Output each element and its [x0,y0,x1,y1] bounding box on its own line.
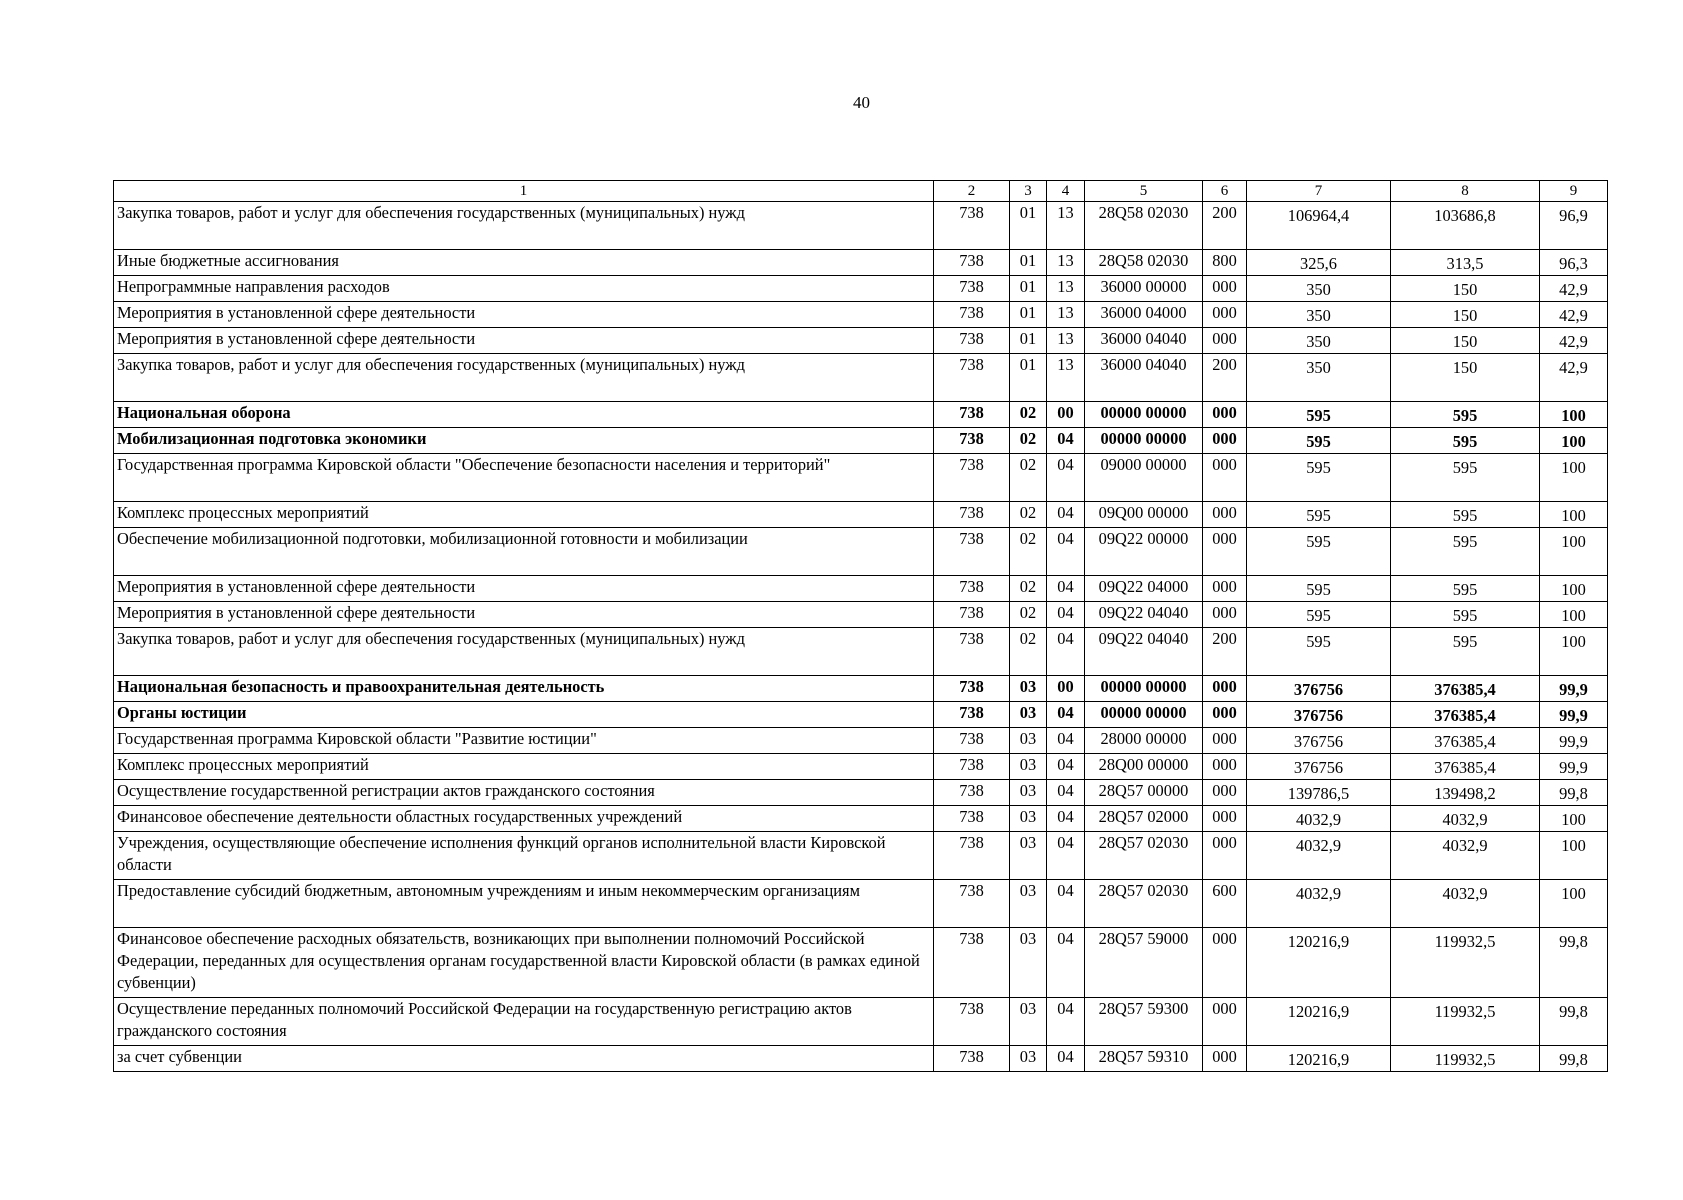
row-name-cell: Национальная безопасность и правоохранительная деятельность [114,676,934,702]
target-article-cell: 28Q57 00000 [1085,780,1203,806]
table-row [114,702,1608,728]
executed-amount-cell: 595 [1391,454,1540,502]
executed-amount-cell: 103686,8 [1391,202,1540,250]
planned-amount-cell: 106964,4 [1247,202,1391,250]
subsection-cell: 04 [1047,454,1085,502]
table-row [114,502,1608,528]
expense-type-cell: 000 [1203,402,1247,428]
planned-amount-cell: 4032,9 [1247,880,1391,928]
planned-amount-cell: 595 [1247,454,1391,502]
admin-code-cell: 738 [934,1046,1010,1072]
admin-code-cell: 738 [934,728,1010,754]
execution-percent-cell: 100 [1540,576,1608,602]
table-row [114,1046,1608,1072]
row-name-cell: Органы юстиции [114,702,934,728]
target-article-cell: 28000 00000 [1085,728,1203,754]
section-cell: 01 [1010,202,1047,250]
section-cell: 02 [1010,628,1047,676]
row-name-cell: Учреждения, осуществляющие обеспечение исполнения функций органов исполнительной власти Кировской области [114,832,934,880]
admin-code-cell: 738 [934,428,1010,454]
budget-table [113,180,1608,1072]
section-cell: 03 [1010,676,1047,702]
header-cell: 3 [1010,181,1047,202]
expense-type-cell: 000 [1203,576,1247,602]
section-cell: 01 [1010,302,1047,328]
subsection-cell: 04 [1047,628,1085,676]
subsection-cell: 04 [1047,806,1085,832]
row-name-cell: Закупка товаров, работ и услуг для обеспечения государственных (муниципальных) нужд [114,354,934,402]
section-cell: 02 [1010,602,1047,628]
target-article-cell: 28Q57 02030 [1085,880,1203,928]
executed-amount-cell: 119932,5 [1391,928,1540,998]
admin-code-cell: 738 [934,528,1010,576]
execution-percent-cell: 100 [1540,528,1608,576]
subsection-cell: 13 [1047,302,1085,328]
expense-type-cell: 000 [1203,528,1247,576]
planned-amount-cell: 350 [1247,328,1391,354]
subsection-cell: 04 [1047,1046,1085,1072]
target-article-cell: 36000 04000 [1085,302,1203,328]
execution-percent-cell: 99,9 [1540,754,1608,780]
execution-percent-cell: 99,8 [1540,998,1608,1046]
executed-amount-cell: 595 [1391,576,1540,602]
subsection-cell: 13 [1047,202,1085,250]
section-cell: 01 [1010,354,1047,402]
planned-amount-cell: 376756 [1247,676,1391,702]
row-name-cell: Предоставление субсидий бюджетным, автономным учреждениям и иным некоммерческим организациям [114,880,934,928]
subsection-cell: 04 [1047,780,1085,806]
table-row [114,602,1608,628]
section-cell: 02 [1010,528,1047,576]
target-article-cell: 00000 00000 [1085,428,1203,454]
execution-percent-cell: 96,3 [1540,250,1608,276]
target-article-cell: 09Q22 04000 [1085,576,1203,602]
table-row [114,328,1608,354]
execution-percent-cell: 42,9 [1540,302,1608,328]
header-cell: 5 [1085,181,1203,202]
row-name-cell: Осуществление государственной регистрации актов гражданского состояния [114,780,934,806]
expense-type-cell: 000 [1203,998,1247,1046]
target-article-cell: 28Q58 02030 [1085,202,1203,250]
target-article-cell: 00000 00000 [1085,702,1203,728]
executed-amount-cell: 150 [1391,302,1540,328]
planned-amount-cell: 4032,9 [1247,806,1391,832]
planned-amount-cell: 350 [1247,276,1391,302]
row-name-cell: Обеспечение мобилизационной подготовки, мобилизационной готовности и мобилизации [114,528,934,576]
expense-type-cell: 000 [1203,754,1247,780]
executed-amount-cell: 150 [1391,276,1540,302]
expense-type-cell: 200 [1203,628,1247,676]
admin-code-cell: 738 [934,676,1010,702]
table-row [114,998,1608,1046]
planned-amount-cell: 350 [1247,354,1391,402]
admin-code-cell: 738 [934,250,1010,276]
expense-type-cell: 000 [1203,302,1247,328]
subsection-cell: 00 [1047,676,1085,702]
planned-amount-cell: 376756 [1247,754,1391,780]
admin-code-cell: 738 [934,454,1010,502]
execution-percent-cell: 100 [1540,628,1608,676]
table-row [114,806,1608,832]
execution-percent-cell: 96,9 [1540,202,1608,250]
admin-code-cell: 738 [934,302,1010,328]
planned-amount-cell: 595 [1247,502,1391,528]
subsection-cell: 04 [1047,428,1085,454]
execution-percent-cell: 99,8 [1540,780,1608,806]
execution-percent-cell: 99,9 [1540,676,1608,702]
expense-type-cell: 000 [1203,676,1247,702]
table-header-row [114,181,1608,202]
table-row [114,754,1608,780]
subsection-cell: 04 [1047,502,1085,528]
subsection-cell: 04 [1047,728,1085,754]
row-name-cell: Мероприятия в установленной сфере деятельности [114,576,934,602]
table-row [114,402,1608,428]
expense-type-cell: 200 [1203,202,1247,250]
row-name-cell: Государственная программа Кировской области "Обеспечение безопасности населения и территорий" [114,454,934,502]
section-cell: 03 [1010,806,1047,832]
table-row [114,576,1608,602]
expense-type-cell: 000 [1203,702,1247,728]
target-article-cell: 28Q00 00000 [1085,754,1203,780]
table-row [114,880,1608,928]
target-article-cell: 36000 04040 [1085,328,1203,354]
planned-amount-cell: 120216,9 [1247,1046,1391,1072]
expense-type-cell: 000 [1203,780,1247,806]
planned-amount-cell: 4032,9 [1247,832,1391,880]
expense-type-cell: 000 [1203,832,1247,880]
row-name-cell: Мобилизационная подготовка экономики [114,428,934,454]
subsection-cell: 04 [1047,880,1085,928]
target-article-cell: 28Q57 59000 [1085,928,1203,998]
executed-amount-cell: 595 [1391,402,1540,428]
execution-percent-cell: 100 [1540,454,1608,502]
target-article-cell: 28Q57 59300 [1085,998,1203,1046]
section-cell: 03 [1010,832,1047,880]
executed-amount-cell: 595 [1391,628,1540,676]
subsection-cell: 13 [1047,328,1085,354]
admin-code-cell: 738 [934,354,1010,402]
admin-code-cell: 738 [934,928,1010,998]
target-article-cell: 09Q22 04040 [1085,628,1203,676]
execution-percent-cell: 99,9 [1540,702,1608,728]
table-row [114,354,1608,402]
subsection-cell: 04 [1047,602,1085,628]
subsection-cell: 13 [1047,354,1085,402]
row-name-cell: Мероприятия в установленной сфере деятельности [114,602,934,628]
execution-percent-cell: 99,8 [1540,928,1608,998]
executed-amount-cell: 376385,4 [1391,728,1540,754]
executed-amount-cell: 595 [1391,528,1540,576]
executed-amount-cell: 313,5 [1391,250,1540,276]
section-cell: 01 [1010,328,1047,354]
header-cell: 8 [1391,181,1540,202]
section-cell: 03 [1010,702,1047,728]
row-name-cell: Мероприятия в установленной сфере деятельности [114,328,934,354]
table-row [114,628,1608,676]
row-name-cell: Комплекс процессных мероприятий [114,502,934,528]
subsection-cell: 04 [1047,832,1085,880]
target-article-cell: 09Q00 00000 [1085,502,1203,528]
execution-percent-cell: 42,9 [1540,354,1608,402]
admin-code-cell: 738 [934,328,1010,354]
executed-amount-cell: 376385,4 [1391,676,1540,702]
row-name-cell: Закупка товаров, работ и услуг для обеспечения государственных (муниципальных) нужд [114,202,934,250]
row-name-cell: Государственная программа Кировской области "Развитие юстиции" [114,728,934,754]
subsection-cell: 04 [1047,528,1085,576]
header-cell: 4 [1047,181,1085,202]
section-cell: 01 [1010,250,1047,276]
execution-percent-cell: 100 [1540,602,1608,628]
expense-type-cell: 000 [1203,1046,1247,1072]
executed-amount-cell: 595 [1391,502,1540,528]
table-row [114,780,1608,806]
planned-amount-cell: 595 [1247,428,1391,454]
table-row [114,276,1608,302]
section-cell: 02 [1010,454,1047,502]
planned-amount-cell: 120216,9 [1247,928,1391,998]
target-article-cell: 00000 00000 [1085,402,1203,428]
section-cell: 03 [1010,754,1047,780]
executed-amount-cell: 139498,2 [1391,780,1540,806]
planned-amount-cell: 595 [1247,602,1391,628]
execution-percent-cell: 99,9 [1540,728,1608,754]
section-cell: 01 [1010,276,1047,302]
row-name-cell: Мероприятия в установленной сфере деятельности [114,302,934,328]
planned-amount-cell: 376756 [1247,728,1391,754]
planned-amount-cell: 595 [1247,576,1391,602]
executed-amount-cell: 4032,9 [1391,806,1540,832]
row-name-cell: Финансовое обеспечение деятельности областных государственных учреждений [114,806,934,832]
admin-code-cell: 738 [934,832,1010,880]
header-cell: 7 [1247,181,1391,202]
planned-amount-cell: 350 [1247,302,1391,328]
admin-code-cell: 738 [934,202,1010,250]
executed-amount-cell: 119932,5 [1391,1046,1540,1072]
admin-code-cell: 738 [934,880,1010,928]
expense-type-cell: 000 [1203,806,1247,832]
header-cell: 2 [934,181,1010,202]
table-row [114,250,1608,276]
execution-percent-cell: 100 [1540,428,1608,454]
target-article-cell: 09Q22 04040 [1085,602,1203,628]
planned-amount-cell: 325,6 [1247,250,1391,276]
section-cell: 02 [1010,402,1047,428]
executed-amount-cell: 119932,5 [1391,998,1540,1046]
section-cell: 03 [1010,998,1047,1046]
admin-code-cell: 738 [934,628,1010,676]
row-name-cell: Осуществление переданных полномочий Российской Федерации на государственную регистрацию актов гражданского состояния [114,998,934,1046]
executed-amount-cell: 376385,4 [1391,754,1540,780]
planned-amount-cell: 595 [1247,528,1391,576]
admin-code-cell: 738 [934,576,1010,602]
expense-type-cell: 000 [1203,276,1247,302]
section-cell: 02 [1010,576,1047,602]
admin-code-cell: 738 [934,602,1010,628]
section-cell: 02 [1010,428,1047,454]
execution-percent-cell: 100 [1540,832,1608,880]
subsection-cell: 04 [1047,702,1085,728]
planned-amount-cell: 139786,5 [1247,780,1391,806]
table-row [114,302,1608,328]
expense-type-cell: 200 [1203,354,1247,402]
executed-amount-cell: 4032,9 [1391,880,1540,928]
row-name-cell: Финансовое обеспечение расходных обязательств, возникающих при выполнении полномочий Российской Федерации, переданных для осуществления органам государственной власти Кировской области (в рамках единой субвенции) [114,928,934,998]
expense-type-cell: 600 [1203,880,1247,928]
execution-percent-cell: 42,9 [1540,276,1608,302]
executed-amount-cell: 4032,9 [1391,832,1540,880]
header-cell: 1 [114,181,934,202]
section-cell: 03 [1010,780,1047,806]
subsection-cell: 13 [1047,276,1085,302]
table-row [114,528,1608,576]
planned-amount-cell: 376756 [1247,702,1391,728]
execution-percent-cell: 99,8 [1540,1046,1608,1072]
header-cell: 9 [1540,181,1608,202]
section-cell: 02 [1010,502,1047,528]
section-cell: 03 [1010,728,1047,754]
planned-amount-cell: 595 [1247,628,1391,676]
expense-type-cell: 000 [1203,328,1247,354]
executed-amount-cell: 376385,4 [1391,702,1540,728]
target-article-cell: 09Q22 00000 [1085,528,1203,576]
expense-type-cell: 000 [1203,454,1247,502]
planned-amount-cell: 595 [1247,402,1391,428]
section-cell: 03 [1010,1046,1047,1072]
subsection-cell: 13 [1047,250,1085,276]
subsection-cell: 04 [1047,576,1085,602]
row-name-cell: за счет субвенции [114,1046,934,1072]
header-cell: 6 [1203,181,1247,202]
row-name-cell: Комплекс процессных мероприятий [114,754,934,780]
row-name-cell: Закупка товаров, работ и услуг для обеспечения государственных (муниципальных) нужд [114,628,934,676]
subsection-cell: 04 [1047,998,1085,1046]
table-row [114,454,1608,502]
execution-percent-cell: 100 [1540,502,1608,528]
admin-code-cell: 738 [934,702,1010,728]
subsection-cell: 00 [1047,402,1085,428]
expense-type-cell: 800 [1203,250,1247,276]
admin-code-cell: 738 [934,998,1010,1046]
admin-code-cell: 738 [934,780,1010,806]
executed-amount-cell: 595 [1391,428,1540,454]
expense-type-cell: 000 [1203,928,1247,998]
admin-code-cell: 738 [934,754,1010,780]
subsection-cell: 04 [1047,928,1085,998]
subsection-cell: 04 [1047,754,1085,780]
expense-type-cell: 000 [1203,602,1247,628]
executed-amount-cell: 150 [1391,328,1540,354]
row-name-cell: Иные бюджетные ассигнования [114,250,934,276]
admin-code-cell: 738 [934,402,1010,428]
execution-percent-cell: 42,9 [1540,328,1608,354]
admin-code-cell: 738 [934,806,1010,832]
target-article-cell: 36000 04040 [1085,354,1203,402]
planned-amount-cell: 120216,9 [1247,998,1391,1046]
expense-type-cell: 000 [1203,502,1247,528]
table-row [114,202,1608,250]
section-cell: 03 [1010,928,1047,998]
table-row [114,728,1608,754]
admin-code-cell: 738 [934,502,1010,528]
section-cell: 03 [1010,880,1047,928]
executed-amount-cell: 150 [1391,354,1540,402]
execution-percent-cell: 100 [1540,880,1608,928]
page-number: 40 [853,93,870,112]
table-row [114,832,1608,880]
target-article-cell: 28Q57 02030 [1085,832,1203,880]
table-row [114,928,1608,998]
target-article-cell: 36000 00000 [1085,276,1203,302]
table-row [114,428,1608,454]
table-row [114,676,1608,702]
expense-type-cell: 000 [1203,728,1247,754]
row-name-cell: Непрограммные направления расходов [114,276,934,302]
target-article-cell: 28Q58 02030 [1085,250,1203,276]
target-article-cell: 09000 00000 [1085,454,1203,502]
executed-amount-cell: 595 [1391,602,1540,628]
admin-code-cell: 738 [934,276,1010,302]
execution-percent-cell: 100 [1540,806,1608,832]
expense-type-cell: 000 [1203,428,1247,454]
target-article-cell: 28Q57 59310 [1085,1046,1203,1072]
target-article-cell: 00000 00000 [1085,676,1203,702]
target-article-cell: 28Q57 02000 [1085,806,1203,832]
execution-percent-cell: 100 [1540,402,1608,428]
row-name-cell: Национальная оборона [114,402,934,428]
